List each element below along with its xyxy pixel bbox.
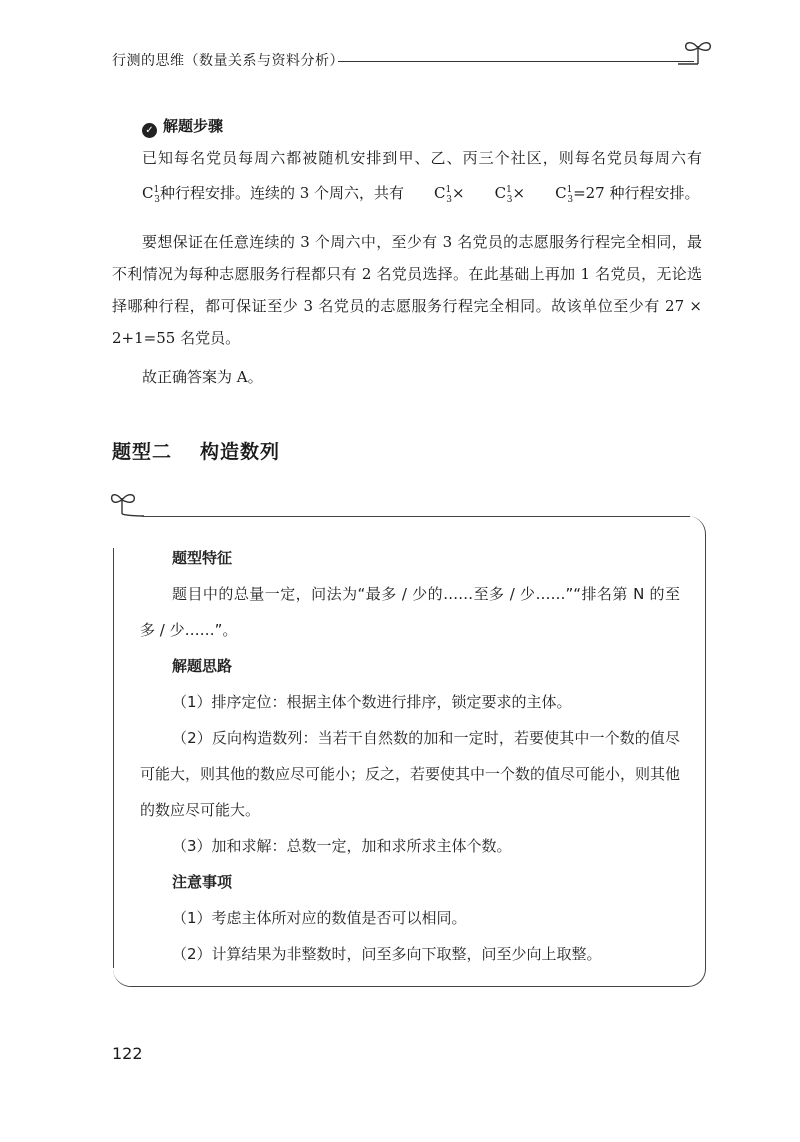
running-header — [112, 48, 712, 72]
solution-heading — [142, 115, 223, 138]
comb-sup: 1 — [445, 185, 452, 195]
approach-step-3: （3）加和求解：总数一定，加和求所求主体个数。 — [172, 837, 512, 855]
tip-box-content — [140, 540, 680, 972]
comb-sup: 1 — [506, 185, 512, 195]
combination-c31-4 — [525, 174, 573, 216]
para1-formula-tail: =27 种行程安排。 — [573, 184, 700, 202]
comb-c: C — [434, 184, 446, 202]
page-number: 122 — [112, 1044, 143, 1063]
header-rule — [338, 61, 694, 62]
tip-box-left-rule — [113, 548, 114, 968]
header-title: 行测的思维（数量关系与资料分析） — [112, 53, 344, 69]
combination-c31-3 — [465, 174, 513, 216]
section-label: 题型二 — [112, 441, 173, 463]
feature-heading: 题型特征 — [172, 549, 233, 567]
approach-heading: 解题思路 — [172, 657, 233, 675]
note-2: （2）计算结果为非整数时，问至多向下取整，问至少向上取整。 — [172, 945, 602, 963]
comb-sub: 3 — [506, 195, 513, 205]
comb-sup: 1 — [566, 185, 573, 195]
approach-step-2: （2）反向构造数列：当若干自然数的加和一定时，若要使其中一个数的值尽可能大，则其他的数应尽可能小；反之，若要使其中一个数的值尽可能小，则其他的数应尽可能大。 — [140, 729, 681, 819]
comb-sup: 1 — [153, 185, 160, 195]
times-sign: × — [452, 184, 465, 202]
combination-c31-2 — [404, 174, 452, 216]
comb-c: C — [494, 184, 507, 202]
solution-paragraph-2: 要想保证在任意连续的 3 个周六中，至少有 3 名党员的志愿服务行程完全相同，最不利情况为每种志愿服务行程都只有 2 名党员选择。在此基础上再加 1 名党员，无论选择哪种行程，都可保证至少 3 名党员的志愿服务行程完全相同。故该单位至少有 27 × 2+1=55 名党员。 — [112, 233, 702, 347]
para1-text-a: 已知每名党员每周六都被随机安排到甲、乙、丙三个社区，则每名党员每周六有 — [142, 149, 702, 167]
notes-heading: 注意事项 — [172, 873, 233, 891]
feature-text: 题目中的总量一定，问法为“最多 / 少的……至多 / 少……”“排名第 N 的至多 / 少……”。 — [140, 585, 680, 639]
tip-box-top-rule — [142, 516, 690, 517]
solution-heading-text: 解题步骤 — [163, 117, 224, 135]
times-sign: × — [512, 184, 526, 202]
para1-text-b: 种行程安排。连续的 3 个周六，共有 — [159, 184, 405, 202]
combination-c31 — [112, 174, 160, 216]
section-name: 构造数列 — [200, 441, 281, 463]
approach-step-1: （1）排序定位：根据主体个数进行排序，锁定要求的主体。 — [172, 693, 572, 711]
comb-sub: 3 — [567, 195, 574, 205]
solution-paragraph-1 — [112, 142, 702, 216]
sprout-icon — [108, 488, 148, 518]
comb-c: C — [555, 184, 567, 202]
check-badge-icon: ✓ — [142, 123, 157, 138]
solution-answer: 故正确答案为 A。 — [142, 368, 263, 386]
note-1: （1）考虑主体所对应的数值是否可以相同。 — [172, 909, 467, 927]
section-title — [112, 437, 308, 464]
comb-sub: 3 — [154, 195, 160, 205]
comb-sub: 3 — [446, 195, 452, 205]
comb-c: C — [142, 184, 154, 202]
sprout-icon — [678, 36, 718, 68]
